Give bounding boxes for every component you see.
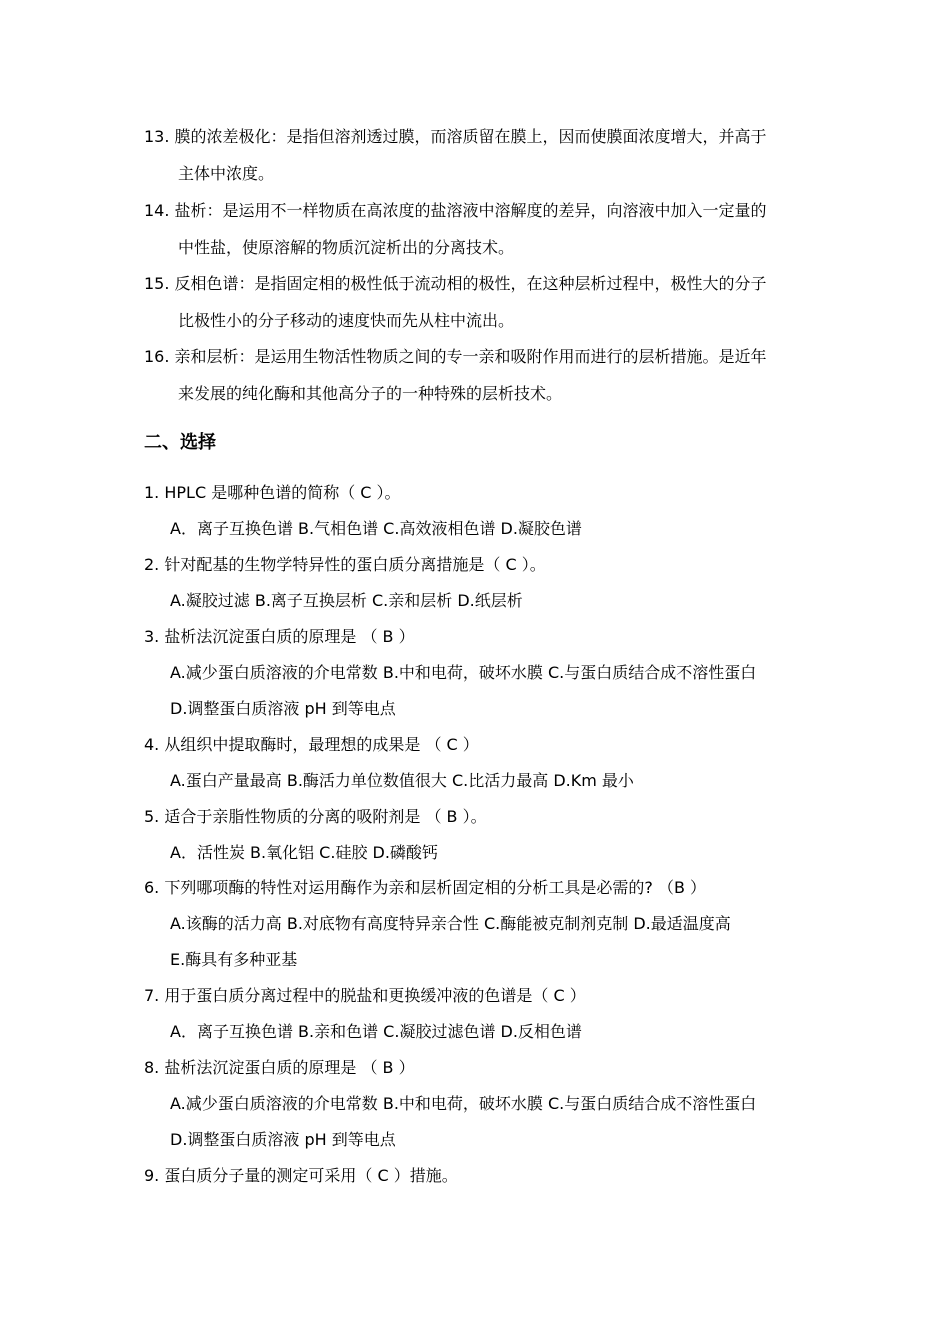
definition-16-line1: [144, 346, 767, 368]
question-7-options: A．离子互换色谱 B.亲和色谱 C.凝胶过滤色谱 D.反相色谱: [170, 1022, 582, 1041]
question-text: 盐析法沉淀蛋白质的原理是 （ B ）: [164, 627, 415, 646]
question-2-options: A.凝胶过滤 B.离子互换层析 C.亲和层析 D.纸层析: [170, 591, 523, 610]
question-3-options-line1: A.减少蛋白质溶液的介电常数 B.中和电荷，破坏水膜 C.与蛋白质结合成不溶性蛋白: [170, 663, 757, 682]
question-3-options-line2: D.调整蛋白质溶液 pH 到等电点: [170, 699, 396, 718]
definition-number: 15.: [144, 274, 170, 293]
definition-text: 盐析：是运用不一样物质在高浓度的盐溶液中溶解度的差异，向溶液中加入一定量的: [174, 201, 767, 220]
question-1-options: A．离子互换色谱 B.气相色谱 C.高效液相色谱 D.凝胶色谱: [170, 519, 582, 538]
question-6: [144, 877, 706, 899]
definition-15-line1: [144, 273, 767, 295]
definition-13-line1: [144, 126, 767, 148]
definition-15-line2: 比极性小的分子移动的速度快而先从柱中流出。: [178, 311, 515, 330]
definition-14-line2: 中性盐，使原溶解的物质沉淀析出的分离技术。: [178, 238, 515, 257]
question-text: 从组织中提取酶时，最理想的成果是 （ C ）: [164, 735, 479, 754]
question-3: [144, 626, 415, 648]
definition-text: 亲和层析：是运用生物活性物质之间的专一亲和吸附作用而进行的层析措施。是近年: [174, 347, 767, 366]
question-6-options-line1: A.该酶的活力高 B.对底物有高度特异亲合性 C.酶能被克制剂克制 D.最适温度高: [170, 914, 731, 933]
question-number: 5.: [144, 807, 160, 826]
question-text: 下列哪项酶的特性对运用酶作为亲和层析固定相的分析工具是必需的? （B ）: [164, 878, 707, 897]
question-text: 蛋白质分子量的测定可采用（ C ）措施。: [164, 1166, 458, 1185]
question-6-options-line2: E.酶具有多种亚基: [170, 950, 298, 969]
question-2: [144, 554, 546, 576]
definition-13-line2: 主体中浓度。: [178, 164, 275, 183]
definition-number: 13.: [144, 127, 170, 146]
question-8-options-line2: D.调整蛋白质溶液 pH 到等电点: [170, 1130, 396, 1149]
question-number: 1.: [144, 483, 160, 502]
question-text: 用于蛋白质分离过程中的脱盐和更换缓冲液的色谱是（ C ）: [164, 986, 586, 1005]
question-4: [144, 734, 479, 756]
question-number: 4.: [144, 735, 160, 754]
definition-number: 16.: [144, 347, 170, 366]
question-number: 9.: [144, 1166, 160, 1185]
question-number: 7.: [144, 986, 160, 1005]
definition-number: 14.: [144, 201, 170, 220]
question-1: [144, 482, 401, 504]
question-text: 盐析法沉淀蛋白质的原理是 （ B ）: [164, 1058, 415, 1077]
question-number: 8.: [144, 1058, 160, 1077]
question-text: HPLC 是哪种色谱的简称（ C ）。: [164, 483, 401, 502]
question-number: 3.: [144, 627, 160, 646]
question-5: [144, 806, 487, 828]
question-number: 6.: [144, 878, 160, 897]
question-7: [144, 985, 586, 1007]
question-9: [144, 1165, 458, 1187]
question-number: 2.: [144, 555, 160, 574]
definition-text: 反相色谱：是指固定相的极性低于流动相的极性，在这种层析过程中，极性大的分子: [174, 274, 767, 293]
question-text: 针对配基的生物学特异性的蛋白质分离措施是（ C ）。: [164, 555, 546, 574]
question-4-options: A.蛋白产量最高 B.酶活力单位数值很大 C.比活力最高 D.Km 最小: [170, 771, 634, 790]
question-5-options: A．活性炭 B.氧化铝 C.硅胶 D.磷酸钙: [170, 843, 438, 862]
question-8: [144, 1057, 415, 1079]
definition-14-line1: [144, 200, 767, 222]
definition-text: 膜的浓差极化：是指但溶剂透过膜，而溶质留在膜上，因而使膜面浓度增大，并高于: [174, 127, 767, 146]
question-text: 适合于亲脂性物质的分离的吸附剂是 （ B ）。: [164, 807, 487, 826]
question-8-options-line1: A.减少蛋白质溶液的介电常数 B.中和电荷，破坏水膜 C.与蛋白质结合成不溶性蛋白: [170, 1094, 757, 1113]
definition-16-line2: 来发展的纯化酶和其他高分子的一种特殊的层析技术。: [178, 384, 563, 403]
section-title: 二、选择: [144, 432, 216, 453]
